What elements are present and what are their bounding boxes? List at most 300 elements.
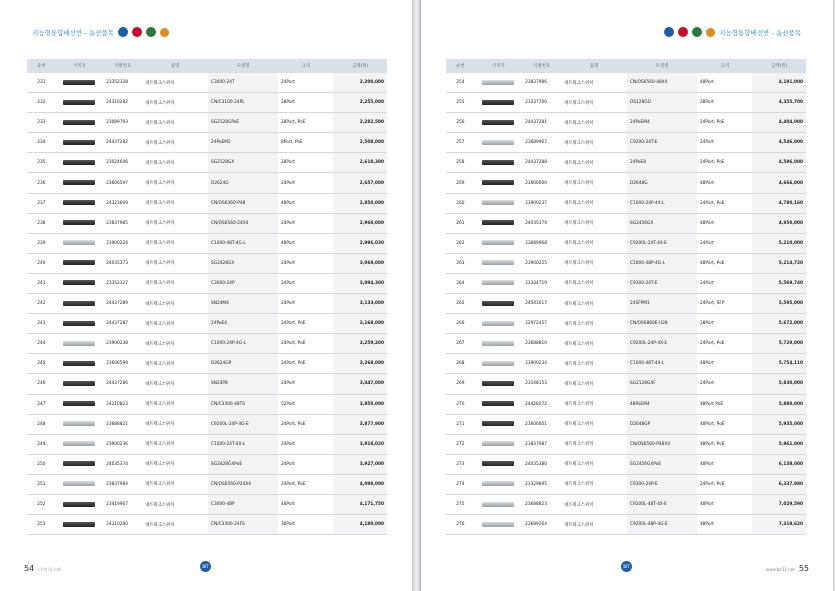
row-id: 23352328 bbox=[103, 73, 142, 93]
row-name: 네트워크스위치 bbox=[142, 233, 208, 253]
network-switch-icon bbox=[63, 260, 95, 265]
row-name: 네트워크스위치 bbox=[561, 113, 627, 133]
footer-website: www.bit21.net bbox=[765, 567, 795, 572]
row-id: 23900237 bbox=[522, 193, 561, 213]
table-row bbox=[446, 354, 806, 374]
row-number: 246 bbox=[27, 374, 56, 394]
row-name: 네트워크스위치 bbox=[142, 193, 208, 213]
table-row bbox=[27, 294, 387, 314]
row-price: 2,200,000 bbox=[333, 73, 387, 93]
row-id: 24437288 bbox=[522, 153, 561, 173]
row-name: 네트워크스위치 bbox=[142, 113, 208, 133]
row-model: SG2428GX bbox=[208, 253, 278, 273]
row-spec: 48Port bbox=[278, 494, 334, 514]
switch-image bbox=[56, 354, 103, 374]
row-spec: 24Port, PoE bbox=[697, 334, 753, 354]
table-row bbox=[446, 133, 806, 153]
row-id: 23334719 bbox=[522, 273, 561, 293]
row-number: 231 bbox=[27, 73, 56, 93]
row-spec: 24Port bbox=[278, 173, 334, 193]
switch-image bbox=[56, 93, 103, 113]
row-spec: 24Port bbox=[278, 454, 334, 474]
col-model: 모델명 bbox=[627, 59, 697, 73]
row-model: CN/C3300-24FS bbox=[208, 515, 278, 535]
network-switch-icon bbox=[63, 361, 95, 366]
row-model: CN/OS6560-24X4 bbox=[208, 213, 278, 233]
row-spec: 28Port bbox=[697, 314, 753, 334]
row-spec: 24Port bbox=[278, 294, 334, 314]
table-row bbox=[446, 73, 806, 93]
switch-image bbox=[475, 434, 522, 454]
network-switch-icon bbox=[63, 120, 95, 125]
network-switch-icon bbox=[63, 461, 95, 466]
row-name: 네트워크스위치 bbox=[142, 153, 208, 173]
network-switch-icon bbox=[482, 200, 514, 205]
table-row bbox=[446, 93, 806, 113]
switch-image bbox=[56, 213, 103, 233]
table-row bbox=[446, 515, 806, 535]
switch-image bbox=[475, 273, 522, 293]
page-footer bbox=[766, 564, 809, 573]
table-row bbox=[27, 113, 387, 133]
row-name: 네트워크스위치 bbox=[142, 515, 208, 535]
row-price: 2,508,000 bbox=[333, 133, 387, 153]
row-name: 네트워크스위치 bbox=[561, 133, 627, 153]
switch-image bbox=[56, 414, 103, 434]
switch-image bbox=[475, 93, 522, 113]
row-price: 6,337,980 bbox=[752, 474, 806, 494]
row-name: 네트워크스위치 bbox=[142, 133, 208, 153]
row-spec: 48Port bbox=[697, 73, 753, 93]
page-number: 55 bbox=[798, 564, 809, 573]
col-spec: 규격 bbox=[278, 59, 334, 73]
row-name: 네트워크스위치 bbox=[561, 93, 627, 113]
switch-image bbox=[475, 233, 522, 253]
row-price: 3,133,000 bbox=[333, 294, 387, 314]
row-model: C9300-24T-E bbox=[627, 273, 697, 293]
row-model: SN24M4 bbox=[208, 294, 278, 314]
switch-image bbox=[475, 474, 522, 494]
network-switch-icon bbox=[63, 240, 95, 245]
network-switch-icon bbox=[482, 502, 514, 507]
network-switch-icon bbox=[482, 361, 514, 366]
table-row bbox=[446, 434, 806, 454]
switch-image bbox=[475, 193, 522, 213]
row-price: 7,029,590 bbox=[752, 494, 806, 514]
switch-image bbox=[475, 73, 522, 93]
row-price: 2,960,000 bbox=[333, 213, 387, 233]
row-number: 239 bbox=[27, 233, 56, 253]
row-id: 24323609 bbox=[103, 193, 142, 213]
switch-image bbox=[475, 354, 522, 374]
switch-image bbox=[56, 394, 103, 414]
row-name: 네트워크스위치 bbox=[561, 193, 627, 213]
row-number: 270 bbox=[446, 394, 475, 414]
row-spec: 48Port, PoE bbox=[697, 434, 753, 454]
row-spec: 48Port bbox=[697, 213, 753, 233]
row-model: C1000-24P-4G-L bbox=[208, 334, 278, 354]
row-model: C1000-48T-4G-L bbox=[208, 233, 278, 253]
row-id: 23688810 bbox=[522, 334, 561, 354]
row-spec: 24Port, PoE bbox=[697, 153, 753, 173]
row-number: 248 bbox=[27, 414, 56, 434]
row-number: 238 bbox=[27, 213, 56, 233]
table-row bbox=[27, 233, 387, 253]
row-price: 4,171,750 bbox=[333, 494, 387, 514]
table-row bbox=[446, 294, 806, 314]
row-price: 5,595,000 bbox=[752, 294, 806, 314]
row-spec: 28Port bbox=[278, 93, 334, 113]
row-name: 네트워크스위치 bbox=[561, 173, 627, 193]
row-price: 2,657,000 bbox=[333, 173, 387, 193]
row-id: 23837987 bbox=[522, 434, 561, 454]
row-number: 260 bbox=[446, 193, 475, 213]
price-table bbox=[27, 59, 387, 535]
switch-image bbox=[475, 173, 522, 193]
table-row bbox=[27, 314, 387, 334]
row-number: 262 bbox=[446, 233, 475, 253]
network-switch-icon bbox=[482, 280, 514, 285]
row-spec: 24Port bbox=[697, 133, 753, 153]
table-row bbox=[27, 133, 387, 153]
switch-image bbox=[56, 515, 103, 535]
row-model: CN/OS6560-P24X4 bbox=[208, 474, 278, 494]
row-model: D2624GP bbox=[208, 354, 278, 374]
row-model: C9200-24T-E bbox=[627, 133, 697, 153]
row-number: 240 bbox=[27, 253, 56, 273]
row-spec: 48Port bbox=[697, 494, 753, 514]
row-number: 243 bbox=[27, 314, 56, 334]
row-id: 23900225 bbox=[522, 253, 561, 273]
row-spec: 24Port bbox=[278, 213, 334, 233]
row-id: 24428272 bbox=[522, 394, 561, 414]
switch-image bbox=[475, 454, 522, 474]
row-model: SG2128GX bbox=[208, 153, 278, 173]
row-model: D2624G bbox=[208, 173, 278, 193]
row-number: 258 bbox=[446, 153, 475, 173]
network-switch-icon bbox=[482, 140, 514, 145]
row-number: 249 bbox=[27, 434, 56, 454]
page-header bbox=[32, 24, 169, 40]
row-spec: 28Port, PoE bbox=[278, 113, 334, 133]
row-name: 네트워크스위치 bbox=[561, 354, 627, 374]
switch-image bbox=[56, 334, 103, 354]
row-number: 232 bbox=[27, 93, 56, 113]
row-spec: 24Port, PoE bbox=[278, 354, 334, 374]
row-model: SG2128GPoE bbox=[208, 113, 278, 133]
row-id: 24437281 bbox=[522, 113, 561, 133]
switch-image bbox=[56, 434, 103, 454]
row-spec: 48Port PoE bbox=[697, 394, 753, 414]
network-switch-icon bbox=[63, 321, 95, 326]
row-model: 24PoEM4 bbox=[627, 113, 697, 133]
row-model: D2648G bbox=[627, 173, 697, 193]
switch-image bbox=[475, 133, 522, 153]
switch-image bbox=[475, 515, 522, 535]
row-price: 3,850,000 bbox=[333, 394, 387, 414]
row-number: 259 bbox=[446, 173, 475, 193]
row-number: 253 bbox=[27, 515, 56, 535]
row-model: SN24P8 bbox=[208, 374, 278, 394]
row-id: 23089793 bbox=[103, 113, 142, 133]
row-model: C1000-24P-4X-L bbox=[627, 193, 697, 213]
table-row bbox=[27, 93, 387, 113]
table-row bbox=[446, 454, 806, 474]
row-name: 네트워크스위치 bbox=[561, 414, 627, 434]
row-id: 23837984 bbox=[103, 474, 142, 494]
switch-image bbox=[475, 294, 522, 314]
row-name: 네트워크스위치 bbox=[142, 213, 208, 233]
switch-image bbox=[56, 73, 103, 93]
row-model: SG2456GX bbox=[627, 213, 697, 233]
network-switch-icon bbox=[482, 441, 514, 446]
row-id: 24437282 bbox=[103, 133, 142, 153]
col-spec: 규격 bbox=[697, 59, 753, 73]
network-switch-icon bbox=[482, 301, 514, 306]
network-switch-icon bbox=[482, 461, 514, 466]
row-number: 266 bbox=[446, 314, 475, 334]
network-switch-icon bbox=[482, 120, 514, 125]
row-number: 236 bbox=[27, 173, 56, 193]
row-name: 네트워크스위치 bbox=[142, 294, 208, 314]
row-model: CN/OS6360-P48 bbox=[208, 193, 278, 213]
row-number: 250 bbox=[27, 454, 56, 474]
row-name: 네트워크스위치 bbox=[142, 494, 208, 514]
col-id: 식별번호 bbox=[522, 59, 561, 73]
col-price: 금액(원) bbox=[752, 59, 806, 73]
row-price: 5,935,000 bbox=[752, 414, 806, 434]
network-switch-icon bbox=[482, 321, 514, 326]
network-switch-icon bbox=[63, 220, 95, 225]
table-row bbox=[446, 233, 806, 253]
row-price: 4,780,160 bbox=[752, 193, 806, 213]
switch-image bbox=[56, 153, 103, 173]
table-row bbox=[446, 213, 806, 233]
row-price: 5,961,000 bbox=[752, 434, 806, 454]
row-number: 242 bbox=[27, 294, 56, 314]
row-id: 23900234 bbox=[522, 354, 561, 374]
row-model: 24SFPM1 bbox=[627, 294, 697, 314]
page-number: 54 bbox=[24, 564, 35, 573]
row-id: 23900236 bbox=[103, 434, 142, 454]
row-model: C1000-48T-4X-L bbox=[627, 354, 697, 374]
row-spec: 36Port bbox=[278, 515, 334, 535]
row-spec: 48Port bbox=[697, 354, 753, 374]
table-row bbox=[27, 374, 387, 394]
row-id: 23837986 bbox=[522, 73, 561, 93]
footer-company: (주)인포스테 bbox=[38, 567, 61, 572]
table-row bbox=[27, 394, 387, 414]
row-id: 24437289 bbox=[103, 294, 142, 314]
row-model: CN/OS6860E-U28 bbox=[627, 314, 697, 334]
switch-image bbox=[56, 193, 103, 213]
network-switch-icon bbox=[63, 100, 95, 105]
col-name: 품명 bbox=[142, 59, 208, 73]
row-name: 네트워크스위치 bbox=[561, 474, 627, 494]
table-row bbox=[27, 434, 387, 454]
row-price: 5,729,000 bbox=[752, 334, 806, 354]
row-price: 5,830,000 bbox=[752, 374, 806, 394]
row-number: 274 bbox=[446, 474, 475, 494]
switch-image bbox=[56, 273, 103, 293]
row-id: 23900238 bbox=[103, 334, 142, 354]
row-id: 24035374 bbox=[103, 454, 142, 474]
row-price: 3,259,200 bbox=[333, 334, 387, 354]
page-footer bbox=[24, 564, 61, 573]
row-price: 5,672,000 bbox=[752, 314, 806, 334]
row-number: 255 bbox=[446, 93, 475, 113]
row-name: 네트워크스위치 bbox=[142, 374, 208, 394]
row-spec: 24Port, PoE bbox=[278, 334, 334, 354]
row-spec: 28Port bbox=[697, 93, 753, 113]
network-switch-icon bbox=[482, 220, 514, 225]
row-number: 247 bbox=[27, 394, 56, 414]
row-price: 3,918,020 bbox=[333, 434, 387, 454]
row-name: 네트워크스위치 bbox=[561, 374, 627, 394]
row-number: 275 bbox=[446, 494, 475, 514]
switch-image bbox=[56, 294, 103, 314]
switch-image bbox=[475, 394, 522, 414]
network-switch-icon bbox=[63, 180, 95, 185]
row-name: 네트워크스위치 bbox=[561, 434, 627, 454]
row-price: 2,996,030 bbox=[333, 233, 387, 253]
row-model: DS128GO bbox=[627, 93, 697, 113]
row-spec: 24Port bbox=[697, 374, 753, 394]
row-id: 23237700 bbox=[522, 93, 561, 113]
row-number: 267 bbox=[446, 334, 475, 354]
row-model: CN/C3300-48TS bbox=[208, 394, 278, 414]
row-name: 네트워크스위치 bbox=[561, 233, 627, 253]
table-row bbox=[446, 474, 806, 494]
row-id: 23148153 bbox=[522, 374, 561, 394]
network-switch-icon bbox=[482, 240, 514, 245]
network-switch-icon bbox=[63, 421, 95, 426]
row-id: 23606601 bbox=[522, 414, 561, 434]
row-spec: 24Port bbox=[278, 374, 334, 394]
row-name: 네트워크스위치 bbox=[142, 314, 208, 334]
row-spec: 24Port bbox=[278, 273, 334, 293]
row-number: 254 bbox=[446, 73, 475, 93]
row-price: 5,210,000 bbox=[752, 233, 806, 253]
table-row bbox=[27, 414, 387, 434]
row-id: 23352327 bbox=[103, 273, 142, 293]
row-model: D2648GP bbox=[627, 414, 697, 434]
row-spec: 24Port bbox=[278, 73, 334, 93]
row-name: 네트워크스위치 bbox=[561, 153, 627, 173]
switch-image bbox=[475, 213, 522, 233]
row-name: 네트워크스위치 bbox=[142, 334, 208, 354]
row-id: 24437286 bbox=[103, 374, 142, 394]
row-number: 276 bbox=[446, 515, 475, 535]
row-number: 263 bbox=[446, 253, 475, 273]
row-number: 265 bbox=[446, 294, 475, 314]
network-switch-icon bbox=[482, 260, 514, 265]
table-row bbox=[446, 253, 806, 273]
defense-logo-icon bbox=[132, 27, 142, 37]
switch-image bbox=[56, 454, 103, 474]
row-id: 24035373 bbox=[103, 253, 142, 273]
row-id: 23689264 bbox=[522, 515, 561, 535]
row-model: C3000-24P bbox=[208, 273, 278, 293]
row-id: 24310282 bbox=[103, 93, 142, 113]
network-switch-icon bbox=[63, 481, 95, 486]
table-row bbox=[27, 253, 387, 273]
row-model: CN/OS6560-P48X4 bbox=[627, 434, 697, 454]
row-name: 네트워크스위치 bbox=[142, 434, 208, 454]
row-number: 269 bbox=[446, 374, 475, 394]
row-id: 23419967 bbox=[103, 494, 142, 514]
row-model: 48PoEM4 bbox=[627, 394, 697, 414]
row-spec: 24Port, PoE bbox=[278, 474, 334, 494]
row-spec: 24Port, PoE bbox=[697, 113, 753, 133]
row-name: 네트워크스위치 bbox=[561, 454, 627, 474]
row-id: 24437287 bbox=[103, 314, 142, 334]
row-id: 24035379 bbox=[522, 213, 561, 233]
row-number: 244 bbox=[27, 334, 56, 354]
network-switch-icon bbox=[63, 80, 95, 85]
switch-image bbox=[475, 494, 522, 514]
row-spec: 24Port, PoE bbox=[697, 474, 753, 494]
row-price: 2,282,500 bbox=[333, 113, 387, 133]
row-spec: 24Port, PoE bbox=[278, 314, 334, 334]
row-model: SG2128GXF bbox=[627, 374, 697, 394]
table-row bbox=[446, 173, 806, 193]
row-id: 23688821 bbox=[103, 414, 142, 434]
brand-badge-icon: BIT bbox=[200, 561, 211, 572]
col-id: 식별번호 bbox=[103, 59, 142, 73]
row-number: 241 bbox=[27, 273, 56, 293]
row-id: 23688823 bbox=[522, 494, 561, 514]
row-model: CN/OS6560-48X4 bbox=[627, 73, 697, 93]
row-id: 22972457 bbox=[522, 314, 561, 334]
row-model: C1000-48P-4G-L bbox=[627, 253, 697, 273]
ks-logo-icon bbox=[706, 28, 715, 37]
market-logo-icon bbox=[146, 27, 156, 37]
network-switch-icon bbox=[482, 341, 514, 346]
row-model: C3000-48P bbox=[208, 494, 278, 514]
row-model: C9200L-48P-4G-E bbox=[627, 515, 697, 535]
row-number: 256 bbox=[446, 113, 475, 133]
row-id: 23900224 bbox=[103, 233, 142, 253]
table-row bbox=[446, 314, 806, 334]
row-price: 3,927,000 bbox=[333, 454, 387, 474]
row-price: 4,546,000 bbox=[752, 133, 806, 153]
row-name: 네트워크스위치 bbox=[561, 253, 627, 273]
row-name: 네트워크스위치 bbox=[142, 93, 208, 113]
table-row bbox=[27, 213, 387, 233]
row-spec: 48Port bbox=[697, 515, 753, 535]
right-page bbox=[421, 0, 833, 591]
switch-image bbox=[475, 253, 522, 273]
row-price: 5,880,000 bbox=[752, 394, 806, 414]
row-spec: 48Port bbox=[278, 193, 334, 213]
row-name: 네트워크스위치 bbox=[142, 414, 208, 434]
network-switch-icon bbox=[482, 80, 514, 85]
row-number: 237 bbox=[27, 193, 56, 213]
row-name: 네트워크스위치 bbox=[142, 173, 208, 193]
row-model: C9200L-24T-4X-E bbox=[627, 233, 697, 253]
row-number: 235 bbox=[27, 153, 56, 173]
row-name: 네트워크스위치 bbox=[561, 334, 627, 354]
row-spec: 48Port, PoE bbox=[697, 253, 753, 273]
header-title: 지능형통합배선반 - 옵션품목 bbox=[719, 28, 801, 37]
row-name: 네트워크스위치 bbox=[561, 494, 627, 514]
row-price: 3,447,000 bbox=[333, 374, 387, 394]
network-switch-icon bbox=[482, 160, 514, 165]
table-header-row bbox=[446, 59, 806, 73]
table-row bbox=[27, 334, 387, 354]
row-number: 251 bbox=[27, 474, 56, 494]
